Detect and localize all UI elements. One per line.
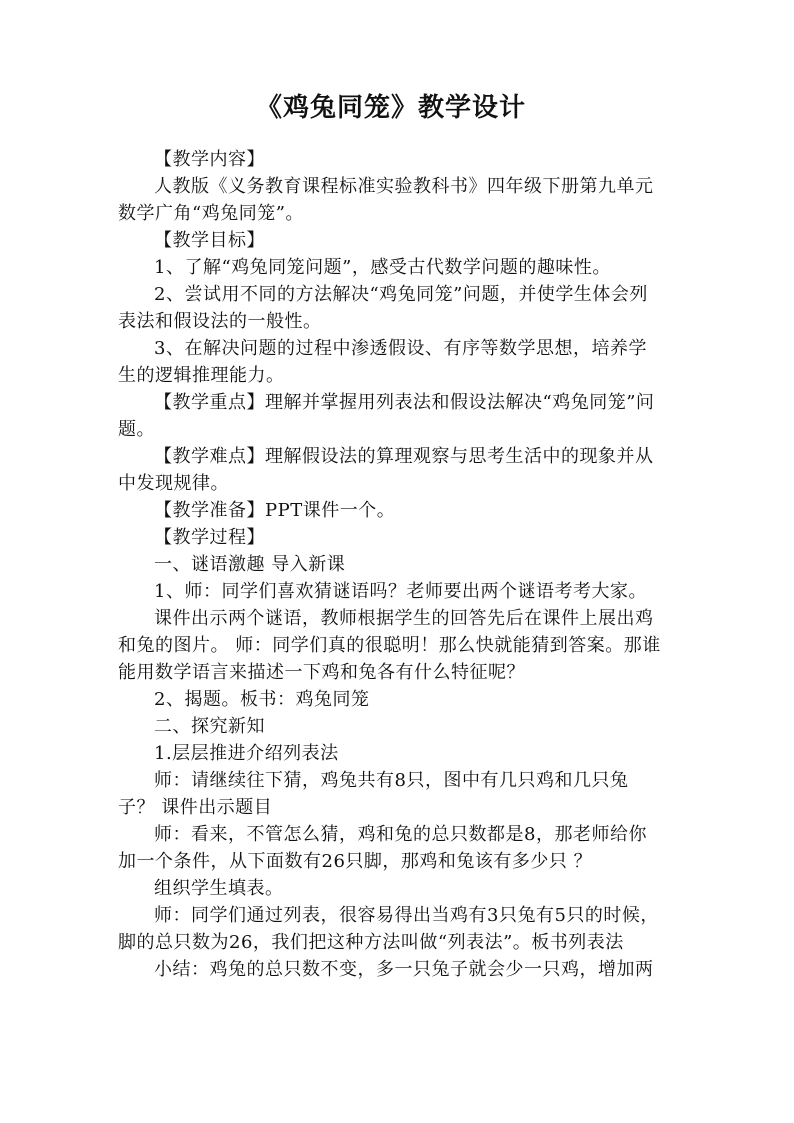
objective-1: 1、了解“鸡兔同笼问题”，感受古代数学问题的趣味性。 <box>154 257 611 278</box>
preparation: 【教学准备】PPT课件一个。 <box>154 500 396 521</box>
objective-2: 2、尝试用不同的方法解决“鸡兔同笼”问题，并使学生体会列表法和假设法的一般性。 <box>118 284 648 332</box>
process-paragraph: 1、师：同学们喜欢猜谜语吗？老师要出两个谜语考考大家。 <box>154 581 647 602</box>
objective-3: 3、在解决问题的过程中渗透假设、有序等数学思想，培养学生的逻辑推理能力。 <box>118 338 647 386</box>
process-paragraph: 组织学生填表。 <box>154 878 284 899</box>
subheading-list-method: 1.层层推进介绍列表法 <box>154 743 339 764</box>
step-heading-1: 一、谜语激趣 导入新课 <box>154 554 346 575</box>
process-paragraph: 师：看来，不管怎么猜，鸡和兔的总只数都是8，那老师给你加一个条件，从下面数有26只脚，那鸡和兔该有多少只 ？ <box>118 824 647 872</box>
process-paragraph: 师：同学们通过列表，很容易得出当鸡有3只兔有5只的时候，脚的总只数为26，我们把这种方法叫做“列表法”。板书列表法 <box>118 905 659 953</box>
process-paragraph: 师：请继续往下猜，鸡兔共有8只，图中有几只鸡和几只兔子？ 课件出示题目 <box>118 770 629 818</box>
difficulty: 【教学难点】理解假设法的算理观察与思考生活中的现象并从中发现规律。 <box>118 446 654 494</box>
document-title: 《鸡兔同笼》教学设计 <box>255 93 526 123</box>
summary-paragraph: 小结：鸡兔的总只数不变，多一只兔子就会少一只鸡，增加两 <box>154 959 654 980</box>
section-heading-content: 【教学内容】 <box>154 149 265 170</box>
step-heading-2: 二、探究新知 <box>154 716 265 737</box>
key-point: 【教学重点】理解并掌握用列表法和假设法解决“鸡兔同笼”问题。 <box>118 392 655 440</box>
process-paragraph: 课件出示两个谜语，教师根据学生的回答先后在课件上展出鸡和兔的图片。 师：同学们真的很聪明！那么快就能猜到答案。那谁能用数学语言来描述一下鸡和兔各有什么特征呢？ <box>118 608 661 683</box>
section-heading-process: 【教学过程】 <box>154 527 265 548</box>
section-heading-objectives: 【教学目标】 <box>154 230 265 251</box>
process-paragraph: 2、揭题。板书：鸡兔同笼 <box>154 689 370 710</box>
paragraph-content: 人教版《义务教育课程标准实验教科书》四年级下册第九单元数学广角“鸡兔同笼”。 <box>118 176 654 224</box>
